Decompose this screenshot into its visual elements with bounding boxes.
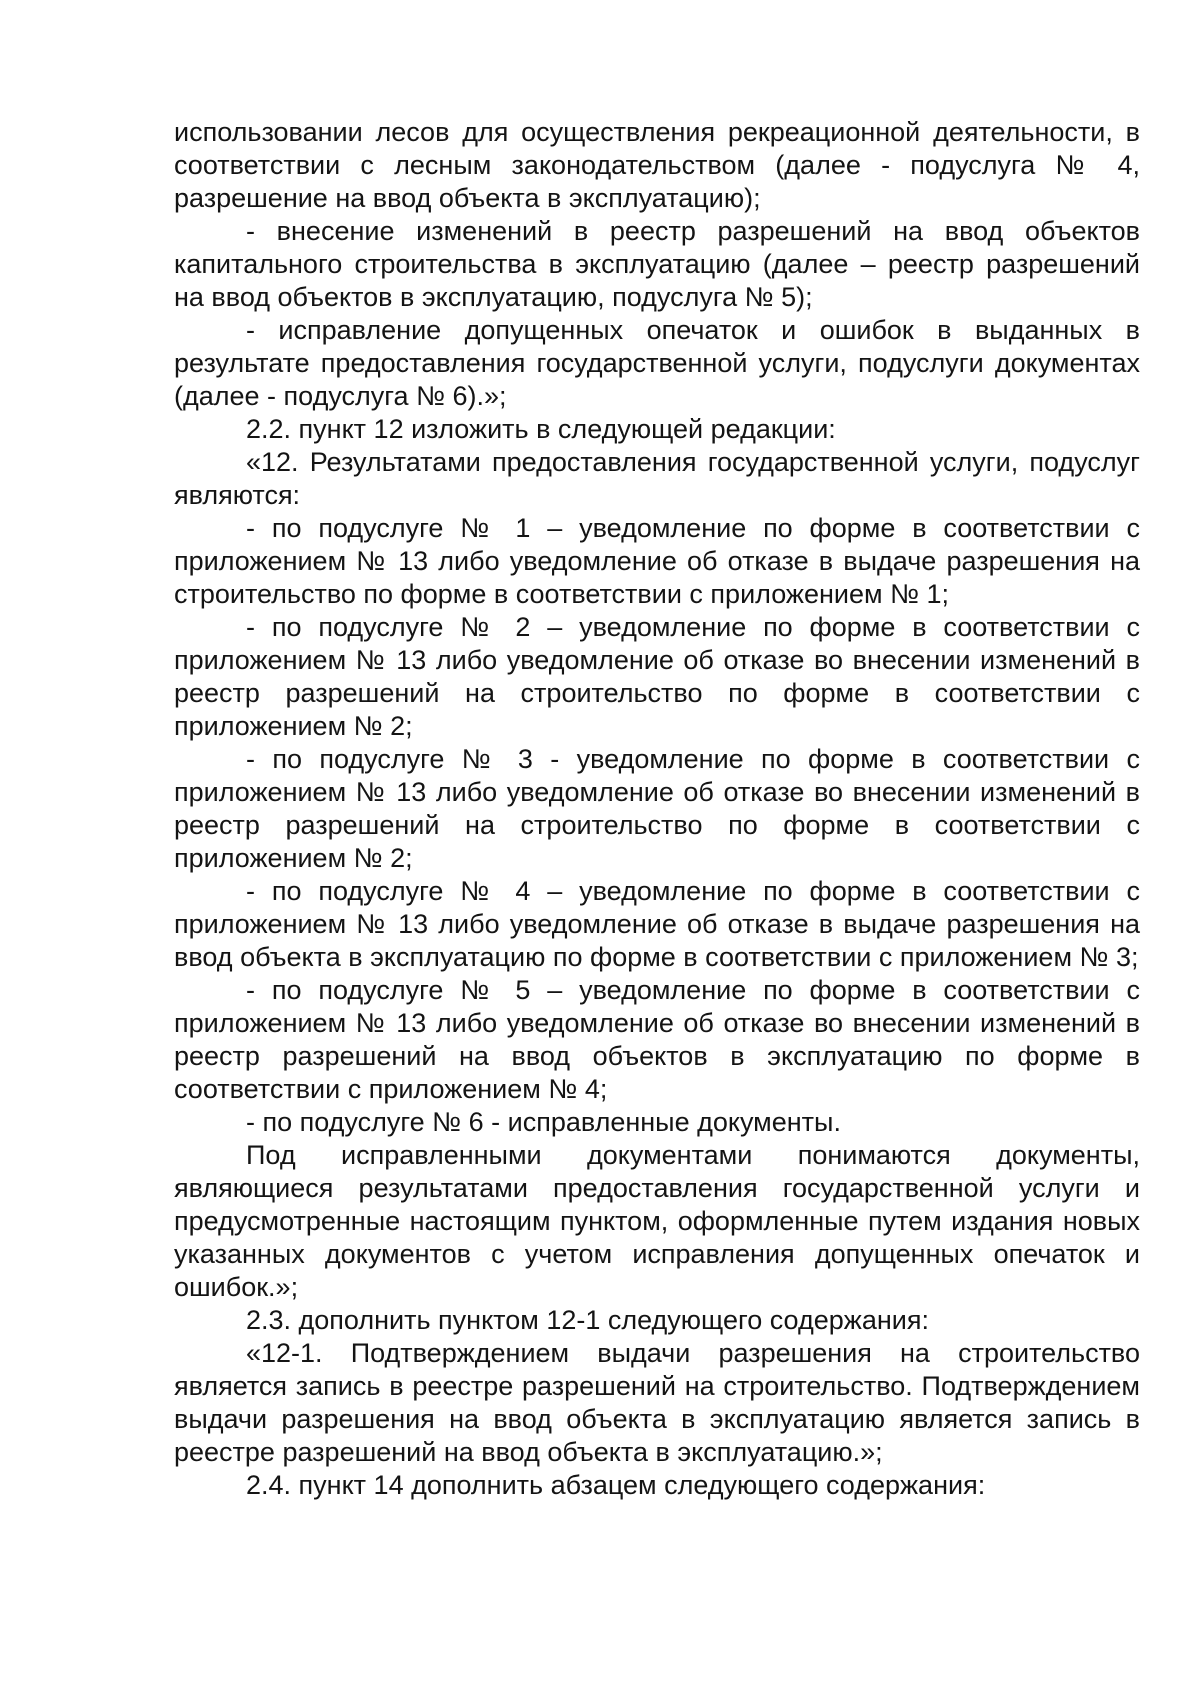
paragraph-result-subservice-2: - по подуслуге № 2 – уведомление по форме в соответствии с приложением № 13 либо уведомление об отказе во внесении изменений в реестр разрешений на строительство по форме в соответствии с приложением № 2; (174, 612, 1140, 741)
paragraph-item-2-4: 2.4. пункт 14 дополнить абзацем следующего содержания: (246, 1470, 986, 1500)
paragraph-corrected-documents: Под исправленными документами понимаются документы, являющиеся результатами предоставления государственной услуги и предусмотренные настоящим пунктом, оформленные путем издания новых указанных документов с учетом исправления допущенных опечаток и ошибок.»; (174, 1140, 1140, 1302)
paragraph-result-subservice-5: - по подуслуге № 5 – уведомление по форме в соответствии с приложением № 13 либо уведомление об отказе во внесении изменений в реестр разрешений на ввод объектов в эксплуатацию по форме в соответствии с приложением № 4; (174, 975, 1140, 1104)
document-page (174, 116, 1140, 1502)
paragraph-subservice-5: - внесение изменений в реестр разрешений на ввод объектов капитального строительства в эксплуатацию (далее – реестр разрешений на ввод объектов в эксплуатацию, подуслуга № 5); (174, 216, 1140, 312)
paragraph-result-subservice-6: - по подуслуге № 6 - исправленные документы. (246, 1107, 841, 1137)
paragraph-point-12-1: «12-1. Подтверждением выдачи разрешения на строительство является запись в реестре разрешений на строительство. Подтверждением выдачи разрешения на ввод объекта в эксплуатацию является запись в реестре разрешений на ввод объекта в эксплуатацию.»; (174, 1338, 1140, 1467)
paragraph-item-2-3: 2.3. дополнить пунктом 12-1 следующего содержания: (246, 1305, 929, 1335)
paragraph-result-subservice-4: - по подуслуге № 4 – уведомление по форме в соответствии с приложением № 13 либо уведомление об отказе в выдаче разрешения на ввод объекта в эксплуатацию по форме в соответствии с приложением № 3; (174, 876, 1140, 972)
paragraph-point-12-intro: «12. Результатами предоставления государственной услуги, подуслуг являются: (174, 447, 1140, 510)
paragraph-item-2-2: 2.2. пункт 12 изложить в следующей редакции: (246, 414, 836, 444)
paragraph-subservice-6: - исправление допущенных опечаток и ошибок в выданных в результате предоставления государственной услуги, подуслуги документах (далее - подуслуга № 6).»; (174, 315, 1140, 411)
paragraph-result-subservice-3: - по подуслуге № 3 - уведомление по форме в соответствии с приложением № 13 либо уведомление об отказе во внесении изменений в реестр разрешений на строительство по форме в соответствии с приложением № 2; (174, 744, 1140, 873)
paragraph-continuation: использовании лесов для осуществления рекреационной деятельности, в соответствии с лесным законодательством (далее - подуслуга № 4, разрешение на ввод объекта в эксплуатацию); (174, 117, 1140, 213)
paragraph-result-subservice-1: - по подуслуге № 1 – уведомление по форме в соответствии с приложением № 13 либо уведомление об отказе в выдаче разрешения на строительство по форме в соответствии с приложением № 1; (174, 513, 1140, 609)
